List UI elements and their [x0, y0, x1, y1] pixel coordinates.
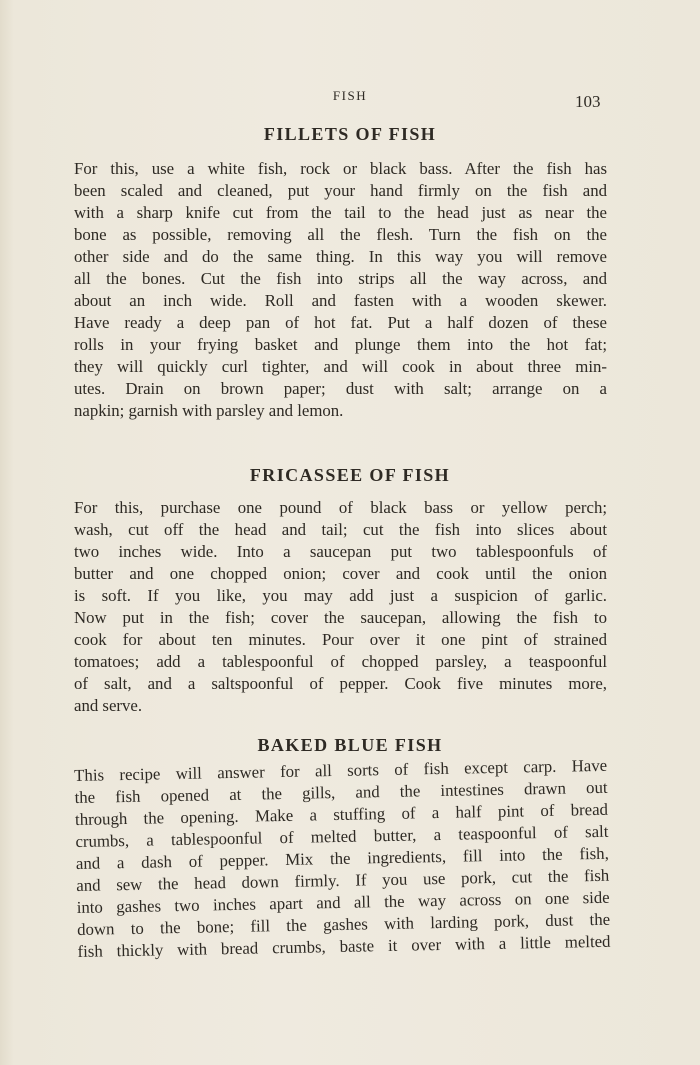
section-title-fricassee: FRICASSEE OF FISH	[249, 465, 451, 485]
text-line: Now put in the fish; cover the saucepan, allowing the fish to	[74, 608, 607, 627]
text-line: the fish opened at the gills, and the intestines drawn out	[74, 777, 608, 807]
text-line: This recipe will answer for all sorts of fish except carp. Have	[74, 755, 608, 785]
text-line: other side and do the same thing. In this way you will remove	[74, 247, 607, 266]
text-line: all the bones. Cut the fish into strips all the way across, and	[74, 269, 607, 288]
text-line: down to the bone; fill the gashes with larding pork, dust the	[76, 909, 611, 939]
text-line: into gashes two inches apart and all the way across on one side	[76, 887, 610, 917]
running-head: FISH	[332, 88, 368, 103]
text-line: about an inch wide. Roll and fasten with a wooden skewer.	[74, 291, 607, 310]
text-line: with a sharp knife cut from the tail to the head just as near the	[74, 203, 607, 222]
text-line: is soft. If you like, you may add just a suspicion of garlic.	[74, 586, 607, 605]
text-line: wash, cut off the head and tail; cut the fish into slices about	[74, 520, 607, 539]
text-line: and sew the head down firmly. If you use pork, cut the fish	[76, 865, 610, 895]
text-line: utes. Drain on brown paper; dust with salt; arrange on a	[74, 379, 607, 398]
paragraph-baked-blue-fish	[74, 755, 611, 963]
text-line: For this, purchase one pound of black bass or yellow perch;	[74, 498, 607, 517]
text-line: been scaled and cleaned, put your hand firmly on the fish and	[74, 181, 607, 200]
text-line: cook for about ten minutes. Pour over it one pint of strained	[74, 630, 607, 649]
text-line: crumbs, a tablespoonful of melted butter, a teaspoonful of salt	[75, 821, 609, 851]
text-line: and a dash of pepper. Mix the ingredients, fill into the fish,	[75, 843, 609, 873]
text-line: napkin; garnish with parsley and lemon.	[74, 401, 344, 420]
section-title-baked-blue-fish: BAKED BLUE FISH	[257, 735, 443, 755]
text-line: they will quickly curl tighter, and will cook in about three min-	[74, 357, 607, 376]
text-line: Have ready a deep pan of hot fat. Put a half dozen of these	[74, 313, 607, 332]
text-line: bone as possible, removing all the flesh. Turn the fish on the	[74, 225, 607, 244]
section-title-fillets: FILLETS OF FISH	[263, 124, 437, 144]
text-line: fish thickly with bread crumbs, baste it over with a little melted	[77, 931, 611, 961]
paragraph-fillets	[74, 158, 607, 422]
text-line: of salt, and a saltspoonful of pepper. Cook five minutes more,	[74, 674, 607, 693]
text-line: two inches wide. Into a saucepan put two tablespoonfuls of	[74, 542, 607, 561]
paragraph-fricassee	[74, 497, 607, 717]
text-line: For this, use a white fish, rock or black bass. After the fish has	[74, 159, 607, 178]
text-line: and serve.	[74, 696, 143, 715]
text-line: through the opening. Make a stuffing of a half pint of bread	[74, 799, 609, 829]
text-line: butter and one chopped onion; cover and cook until the onion	[74, 564, 607, 583]
page-number: 103	[575, 92, 601, 111]
text-line: tomatoes; add a tablespoonful of chopped parsley, a teaspoonful	[74, 652, 607, 671]
text-line: rolls in your frying basket and plunge them into the hot fat;	[74, 335, 607, 354]
